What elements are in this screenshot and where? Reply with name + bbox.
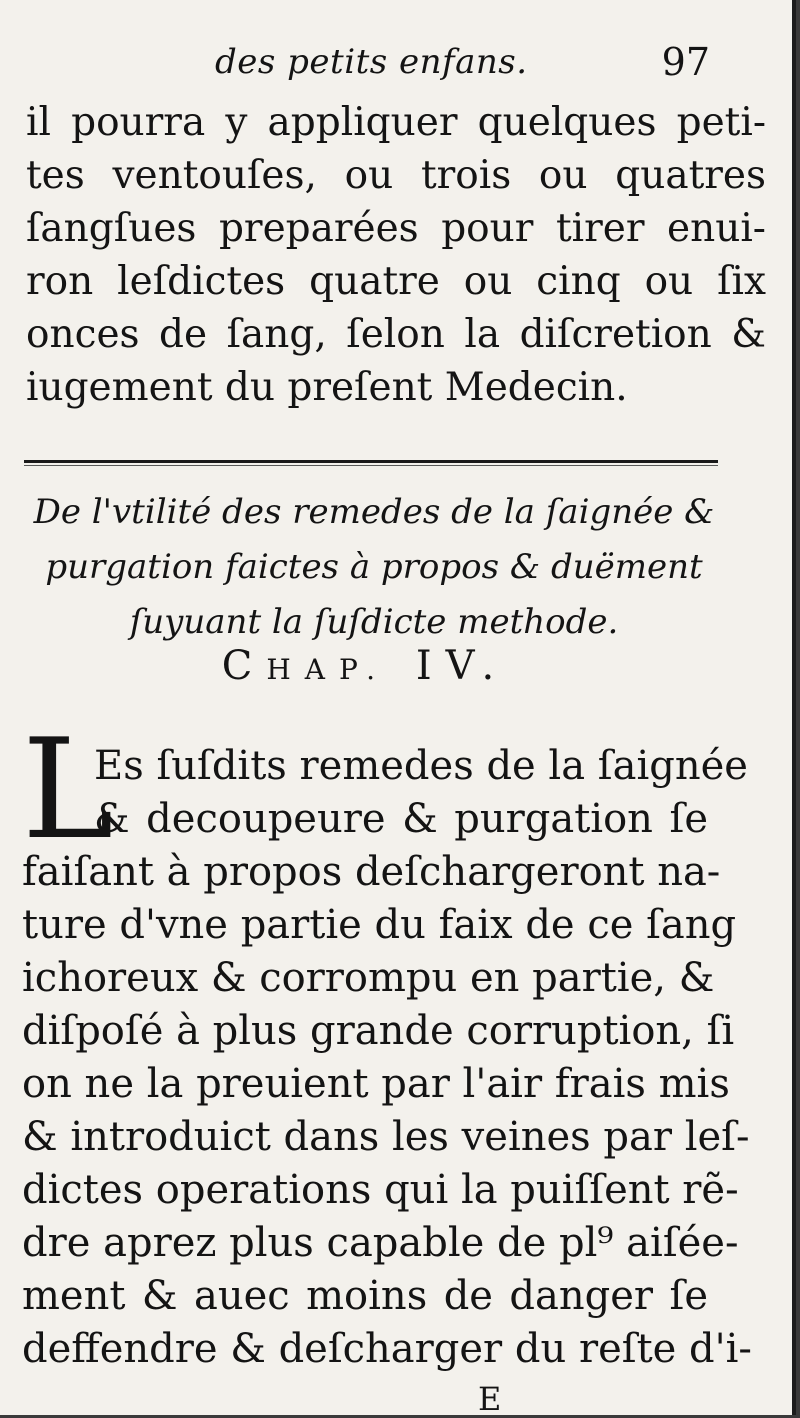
signature-mark: E (478, 1380, 502, 1418)
text-line: diſpoſé à plus grande corruption, ſi (22, 1008, 735, 1054)
text-line: ment & auec moins de danger ſe (22, 1273, 708, 1319)
chapter-label-rest: HAP. (266, 653, 390, 686)
main-paragraph (22, 740, 752, 1376)
text-line: deffendre & deſcharger du reſte d'i- (22, 1326, 752, 1372)
text-line: & decoupeure & purgation ſe (94, 796, 708, 842)
chapter-label (0, 643, 730, 689)
running-head: des petits enfans. (215, 42, 528, 82)
chapter-title-line: purgation faictes à propos & duëment (45, 547, 703, 587)
text-line: Es ſuſdits remedes de la ſaignée (94, 743, 748, 789)
text-line: ron leſdictes quatre ou cinq ou ſix (26, 259, 766, 304)
text-line: il pourra y appliquer quelques peti- (26, 100, 766, 145)
text-line: & introduict dans les veines par leſ- (22, 1114, 750, 1160)
section-rule (24, 460, 718, 463)
page-number: 97 (661, 40, 710, 84)
text-line: iugement du preſent Medecin. (26, 365, 628, 410)
text-line: tes ventouſes, ou trois ou quatres (26, 153, 766, 198)
chapter-title-line: De l'vtilité des remedes de la ſaignée & (33, 492, 715, 532)
text-line: ichoreux & corrompu en partie, & (22, 955, 715, 1001)
text-line: ſangſues preparées pour tirer enui- (26, 206, 766, 251)
top-paragraph (26, 96, 766, 414)
drop-cap: L (22, 709, 114, 870)
text-line: on ne la preuient par l'air frais mis (22, 1061, 730, 1107)
page-edge (792, 0, 796, 1415)
chapter-title-line: ſuyuant la ſuſdicte methode. (129, 602, 619, 642)
chapter-label-cap: C (221, 643, 267, 689)
chapter-number: IV. (415, 643, 509, 689)
text-line: dictes operations qui la puiſſent rẽ- (22, 1167, 739, 1213)
text-line: dre aprez plus capable de pl⁹ aiſée- (22, 1220, 739, 1266)
section-rule-thin (24, 465, 718, 466)
chapter-title (24, 485, 724, 650)
text-line: faiſant à propos deſchargeront na- (22, 849, 721, 895)
page-header (0, 34, 796, 94)
text-line: ture d'vne partie du faix de ce ſang (22, 902, 737, 948)
text-line: onces de ſang, ſelon la diſcretion & (26, 312, 766, 357)
